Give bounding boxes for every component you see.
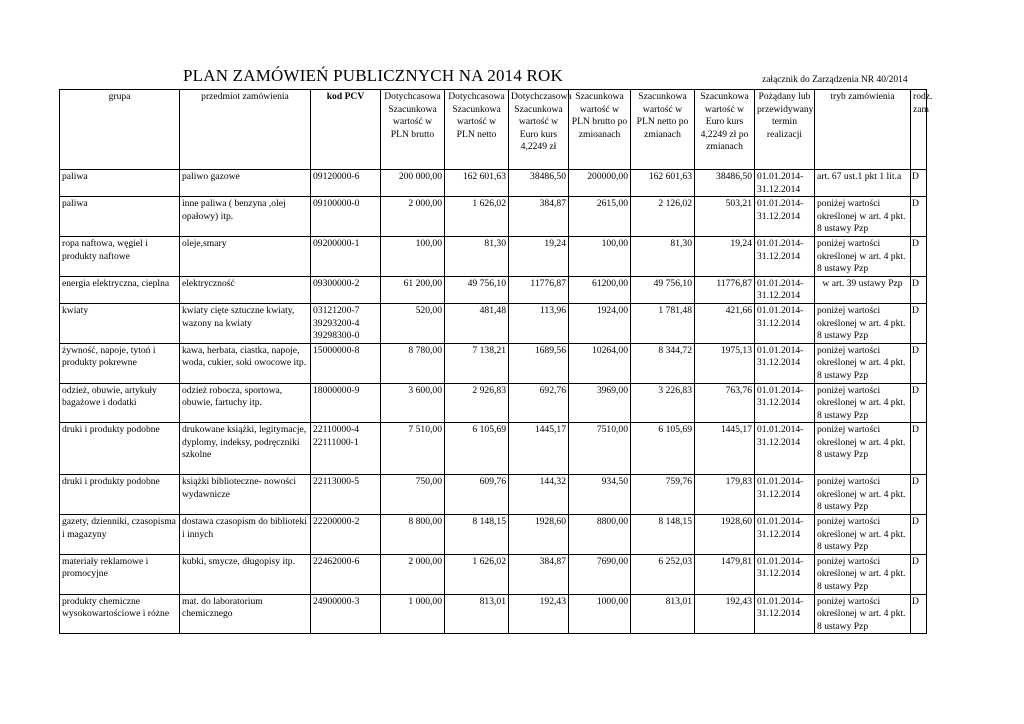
cell-wartosc-brutto: 3 600,00 (381, 383, 445, 423)
cell-termin: 01.01.2014- 31.12.2014 (755, 303, 815, 343)
cell-wartosc-netto-po-zmianach: 162 601,63 (631, 170, 695, 197)
cell-wartosc-euro-po-zmianach: 503,21 (695, 197, 755, 237)
cell-wartosc-netto: 1 626,02 (445, 554, 509, 594)
cell-przedmiot: dostawa czasopism do biblioteki i innych (180, 515, 311, 555)
cell-przedmiot: oleje,smary (180, 236, 311, 276)
cell-wartosc-brutto: 2 000,00 (381, 197, 445, 237)
cell-rodzaj: D (911, 170, 927, 197)
cell-rodzaj: D (911, 423, 927, 475)
cell-wartosc-euro: 19,24 (509, 236, 569, 276)
cell-grupa: paliwa (60, 197, 180, 237)
cell-tryb: w art. 39 ustawy Pzp (815, 276, 911, 303)
cell-wartosc-euro: 1928,60 (509, 515, 569, 555)
col-header-netto: Dotychcasowa Szacunkowa wartość w PLN netto (445, 90, 509, 170)
cell-przedmiot: paliwo gazowe (180, 170, 311, 197)
cell-wartosc-brutto-po-zmianach: 200000,00 (569, 170, 631, 197)
cell-tryb: poniżej wartości określonej w art. 4 pkt. 8 ustawy Pzp (815, 236, 911, 276)
col-header-termin: Pożądany lub przewidywany termin realizacji (755, 90, 815, 170)
cell-wartosc-brutto-po-zmianach: 61200,00 (569, 276, 631, 303)
cell-przedmiot: inne paliwa ( benzyna ,olej opałowy) itp. (180, 197, 311, 237)
cell-wartosc-euro-po-zmianach: 192,43 (695, 594, 755, 634)
col-header-grupa: grupa (60, 90, 180, 170)
cell-wartosc-brutto: 61 200,00 (381, 276, 445, 303)
cell-wartosc-euro: 1689,56 (509, 343, 569, 383)
cell-wartosc-netto: 813,01 (445, 594, 509, 634)
cell-wartosc-brutto-po-zmianach: 2615,00 (569, 197, 631, 237)
cell-kod: 24900000-3 (311, 594, 381, 634)
cell-rodzaj: D (911, 197, 927, 237)
cell-wartosc-brutto-po-zmianach: 1924,00 (569, 303, 631, 343)
cell-wartosc-netto: 6 105,69 (445, 423, 509, 475)
cell-termin: 01.01.2014- 31.12.2014 (755, 554, 815, 594)
cell-kod: 18000000-9 (311, 383, 381, 423)
annex-note: załącznik do Zarządzenia NR 40/2014 (762, 75, 908, 85)
cell-wartosc-euro: 11776,87 (509, 276, 569, 303)
cell-wartosc-netto: 81,30 (445, 236, 509, 276)
cell-grupa: paliwa (60, 170, 180, 197)
cell-termin: 01.01.2014- 31.12.2014 (755, 276, 815, 303)
cell-wartosc-netto-po-zmianach: 2 126,02 (631, 197, 695, 237)
cell-grupa: żywność, napoje, tytoń i produkty pokrewne (60, 343, 180, 383)
cell-wartosc-brutto-po-zmianach: 7510,00 (569, 423, 631, 475)
cell-wartosc-netto-po-zmianach: 759,76 (631, 475, 695, 515)
procurement-plan-table (59, 89, 933, 634)
cell-wartosc-netto-po-zmianach: 81,30 (631, 236, 695, 276)
cell-termin: 01.01.2014- 31.12.2014 (755, 197, 815, 237)
table-row (60, 276, 927, 303)
cell-wartosc-brutto: 1 000,00 (381, 594, 445, 634)
cell-wartosc-brutto: 8 780,00 (381, 343, 445, 383)
cell-grupa: materiały reklamowe i promocyjne (60, 554, 180, 594)
col-header-rodzaj: rodz. zam (911, 90, 927, 170)
cell-tryb: poniżej wartości określonej w art. 4 pkt. 8 ustawy Pzp (815, 197, 911, 237)
cell-tryb: poniżej wartości określonej w art. 4 pkt. 8 ustawy Pzp (815, 423, 911, 475)
cell-wartosc-netto-po-zmianach: 1 781,48 (631, 303, 695, 343)
cell-przedmiot: mat. do laboratorium chemicznego (180, 594, 311, 634)
cell-kod: 22113000-5 (311, 475, 381, 515)
cell-wartosc-netto-po-zmianach: 8 148,15 (631, 515, 695, 555)
cell-termin: 01.01.2014- 31.12.2014 (755, 423, 815, 475)
col-header-tryb: tryb zamówienia (815, 90, 911, 170)
cell-grupa: odzież, obuwie, artykuły bagażowe i dodatki (60, 383, 180, 423)
cell-przedmiot: elektryczność (180, 276, 311, 303)
cell-tryb: poniżej wartości określonej w art. 4 pkt. 8 ustawy Pzp (815, 475, 911, 515)
cell-wartosc-netto-po-zmianach: 6 252,03 (631, 554, 695, 594)
cell-grupa: ropa naftowa, węgiel i produkty naftowe (60, 236, 180, 276)
cell-termin: 01.01.2014- 31.12.2014 (755, 343, 815, 383)
cell-grupa: produkty chemiczne wysokowartościowe i różne (60, 594, 180, 634)
table-row (60, 475, 927, 515)
cell-termin: 01.01.2014- 31.12.2014 (755, 236, 815, 276)
col-header-euro: Dotychczasowa Szacunkowa wartość w Euro kurs 4,2249 zł (509, 90, 569, 170)
cell-tryb: art. 67 ust.1 pkt 1 lit.a (815, 170, 911, 197)
cell-wartosc-euro: 384,87 (509, 197, 569, 237)
cell-kod: 22462000-6 (311, 554, 381, 594)
cell-wartosc-brutto-po-zmianach: 7690,00 (569, 554, 631, 594)
cell-wartosc-euro: 1445,17 (509, 423, 569, 475)
cell-tryb: poniżej wartości określonej w art. 4 pkt. 8 ustawy Pzp (815, 594, 911, 634)
cell-wartosc-brutto-po-zmianach: 8800,00 (569, 515, 631, 555)
cell-wartosc-brutto-po-zmianach: 1000,00 (569, 594, 631, 634)
table-row (60, 423, 927, 475)
cell-rodzaj: D (911, 515, 927, 555)
cell-wartosc-euro-po-zmianach: 19,24 (695, 236, 755, 276)
table-body (60, 170, 927, 634)
cell-wartosc-brutto-po-zmianach: 100,00 (569, 236, 631, 276)
cell-wartosc-netto: 162 601,63 (445, 170, 509, 197)
cell-wartosc-brutto: 2 000,00 (381, 554, 445, 594)
cell-rodzaj: D (911, 383, 927, 423)
cell-przedmiot: kubki, smycze, długopisy itp. (180, 554, 311, 594)
cell-wartosc-euro-po-zmianach: 1928,60 (695, 515, 755, 555)
cell-rodzaj: D (911, 554, 927, 594)
cell-wartosc-netto: 7 138,21 (445, 343, 509, 383)
cell-wartosc-netto: 1 626,02 (445, 197, 509, 237)
cell-grupa: druki i produkty podobne (60, 475, 180, 515)
table-header-row (60, 90, 927, 170)
cell-wartosc-brutto: 520,00 (381, 303, 445, 343)
cell-wartosc-brutto: 7 510,00 (381, 423, 445, 475)
cell-rodzaj: D (911, 594, 927, 634)
cell-tryb: poniżej wartości określonej w art. 4 pkt. 8 ustawy Pzp (815, 554, 911, 594)
cell-tryb: poniżej wartości określonej w art. 4 pkt. 8 ustawy Pzp (815, 383, 911, 423)
col-header-przedmiot: przedmiot zamówienia (180, 90, 311, 170)
table-row (60, 303, 927, 343)
cell-tryb: poniżej wartości określonej w art. 4 pkt. 8 ustawy Pzp (815, 343, 911, 383)
cell-wartosc-euro-po-zmianach: 763,76 (695, 383, 755, 423)
cell-rodzaj: D (911, 303, 927, 343)
cell-wartosc-netto: 481,48 (445, 303, 509, 343)
cell-wartosc-euro: 692,76 (509, 383, 569, 423)
table-row (60, 343, 927, 383)
cell-wartosc-netto: 8 148,15 (445, 515, 509, 555)
cell-wartosc-euro-po-zmianach: 1975,13 (695, 343, 755, 383)
cell-wartosc-netto: 2 926,83 (445, 383, 509, 423)
cell-kod: 22200000-2 (311, 515, 381, 555)
cell-przedmiot: książki biblioteczne- nowości wydawnicze (180, 475, 311, 515)
cell-wartosc-netto: 609,76 (445, 475, 509, 515)
table-row (60, 197, 927, 237)
cell-wartosc-brutto-po-zmianach: 10264,00 (569, 343, 631, 383)
col-header-brutto: Dotychcasowa Szacunkowa wartość w PLN brutto (381, 90, 445, 170)
cell-wartosc-euro: 38486,50 (509, 170, 569, 197)
cell-termin: 01.01.2014- 31.12.2014 (755, 383, 815, 423)
col-header-netto-po-zmianach: Szacunkowa wartość w PLN netto po zmianach (631, 90, 695, 170)
cell-wartosc-euro: 144,32 (509, 475, 569, 515)
cell-wartosc-netto-po-zmianach: 6 105,69 (631, 423, 695, 475)
cell-wartosc-netto: 49 756,10 (445, 276, 509, 303)
document-title: PLAN ZAMÓWIEŃ PUBLICZNYCH NA 2014 ROK (183, 66, 563, 85)
table-row (60, 554, 927, 594)
cell-wartosc-euro-po-zmianach: 38486,50 (695, 170, 755, 197)
cell-kod: 09100000-0 (311, 197, 381, 237)
cell-wartosc-euro-po-zmianach: 179,83 (695, 475, 755, 515)
cell-rodzaj: D (911, 475, 927, 515)
cell-kod: 03121200-7 39293200-4 39298300-0 (311, 303, 381, 343)
cell-wartosc-euro-po-zmianach: 1479,81 (695, 554, 755, 594)
cell-wartosc-netto-po-zmianach: 813,01 (631, 594, 695, 634)
cell-grupa: kwiaty (60, 303, 180, 343)
cell-rodzaj: D (911, 236, 927, 276)
cell-grupa: gazety, dzienniki, czasopisma i magazyny (60, 515, 180, 555)
cell-wartosc-euro-po-zmianach: 11776,87 (695, 276, 755, 303)
cell-wartosc-euro: 113,96 (509, 303, 569, 343)
cell-wartosc-euro: 192,43 (509, 594, 569, 634)
cell-wartosc-netto-po-zmianach: 8 344,72 (631, 343, 695, 383)
cell-rodzaj: D (911, 343, 927, 383)
cell-termin: 01.01.2014- 31.12.2014 (755, 475, 815, 515)
col-header-kod: kod PCV (311, 90, 381, 170)
cell-wartosc-netto-po-zmianach: 49 756,10 (631, 276, 695, 303)
cell-termin: 01.01.2014- 31.12.2014 (755, 515, 815, 555)
cell-termin: 01.01.2014- 31.12.2014 (755, 170, 815, 197)
cell-kod: 09300000-2 (311, 276, 381, 303)
cell-kod: 22110000-4 22111000-1 (311, 423, 381, 475)
cell-przedmiot: drukowane książki, legitymacje, dyplomy, indeksy, podręczniki szkolne (180, 423, 311, 475)
table-row (60, 515, 927, 555)
cell-tryb: poniżej wartości określonej w art. 4 pkt. 8 ustawy Pzp (815, 303, 911, 343)
table-row (60, 594, 927, 634)
cell-wartosc-euro-po-zmianach: 1445,17 (695, 423, 755, 475)
cell-wartosc-brutto: 200 000,00 (381, 170, 445, 197)
col-header-brutto-po-zmianach: Szacunkowa wartość w PLN brutto po zmioanach (569, 90, 631, 170)
cell-wartosc-euro: 384,87 (509, 554, 569, 594)
cell-grupa: druki i produkty podobne (60, 423, 180, 475)
cell-wartosc-brutto-po-zmianach: 3969,00 (569, 383, 631, 423)
cell-przedmiot: kawa, herbata, ciastka, napoje, woda, cukier, soki owocowe itp. (180, 343, 311, 383)
table-row (60, 170, 927, 197)
cell-rodzaj: D (911, 276, 927, 303)
cell-przedmiot: kwiaty cięte sztuczne kwiaty, wazony na kwiaty (180, 303, 311, 343)
cell-wartosc-netto-po-zmianach: 3 226,83 (631, 383, 695, 423)
cell-kod: 15000000-8 (311, 343, 381, 383)
cell-wartosc-brutto: 750,00 (381, 475, 445, 515)
col-header-euro-po-zmianach: Szacunkowa wartość w Euro kurs 4,2249 zł po zmianach (695, 90, 755, 170)
cell-kod: 09200000-1 (311, 236, 381, 276)
cell-wartosc-brutto: 100,00 (381, 236, 445, 276)
table-row (60, 383, 927, 423)
table-row (60, 236, 927, 276)
cell-termin: 01.01.2014- 31.12.2014 (755, 594, 815, 634)
cell-przedmiot: odzież robocza, sportowa, obuwie, fartuchy itp. (180, 383, 311, 423)
cell-grupa: energia elektryczna, cieplna (60, 276, 180, 303)
cell-wartosc-euro-po-zmianach: 421,66 (695, 303, 755, 343)
cell-tryb: poniżej wartości określonej w art. 4 pkt. 8 ustawy Pzp (815, 515, 911, 555)
cell-wartosc-brutto-po-zmianach: 934,50 (569, 475, 631, 515)
cell-wartosc-brutto: 8 800,00 (381, 515, 445, 555)
cell-kod: 09120000-6 (311, 170, 381, 197)
